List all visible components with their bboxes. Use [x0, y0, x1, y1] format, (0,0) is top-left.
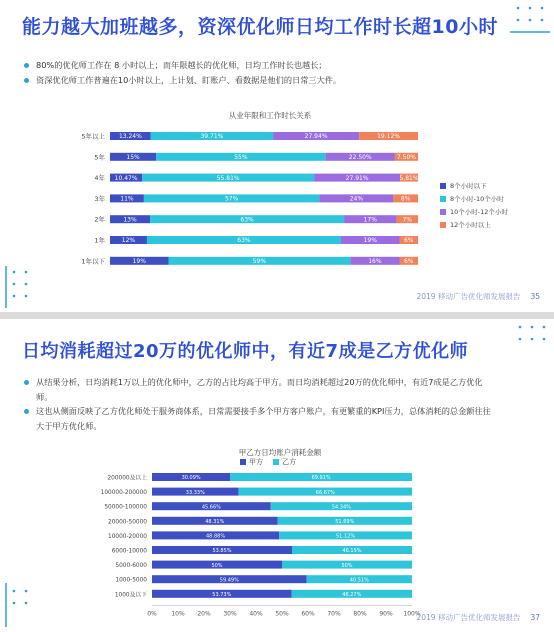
data-label: 5.81% [399, 174, 419, 182]
data-label: 69.91% [311, 475, 331, 482]
legend-item: 12个小时以上 [440, 219, 508, 232]
data-label: 39.71% [200, 133, 224, 141]
corner-decoration-icon [500, 0, 554, 40]
data-label: 57% [224, 195, 239, 203]
category-label: 6000-10000 [111, 548, 147, 555]
data-label: 59% [252, 258, 267, 265]
data-label: 22.50% [348, 154, 372, 161]
page-number: 37 [530, 613, 540, 622]
category-label: 3年 [94, 194, 105, 203]
category-label: 5000-6000 [115, 563, 147, 570]
data-label: 51.69% [335, 519, 355, 525]
data-label: 33.33% [185, 489, 205, 496]
data-label: 59.49% [219, 577, 239, 584]
slide-title: 日均消耗超过20万的优化师中，有近7成是乙方优化师 [22, 341, 469, 362]
category-label: 20000-50000 [108, 519, 147, 526]
data-label: 7.50% [396, 154, 416, 161]
data-label: 13.24% [118, 133, 142, 141]
category-label: 200000及以上 [107, 475, 147, 482]
data-label: 53.85% [212, 548, 232, 555]
data-label: 27.94% [304, 133, 328, 141]
x-tick-label: 100% [403, 610, 421, 618]
data-label: 6% [403, 258, 414, 265]
x-tick-label: 20% [197, 610, 211, 618]
data-label: 13% [123, 216, 137, 224]
stacked-bar-chart-years [0, 0, 554, 312]
category-label: 1年 [94, 236, 105, 245]
bullet-item: 资深优化师工作普遍在10小时以上，上计划、盯账户、看数据是他们的日常三大件。 [22, 73, 522, 88]
data-label: 54.34% [331, 504, 351, 511]
data-label: 53.73% [212, 592, 232, 598]
legend-item: 甲方 [249, 458, 263, 466]
data-label: 24% [349, 195, 364, 203]
category-label: 1年以下 [81, 257, 105, 266]
x-tick-label: 50% [275, 610, 289, 618]
legend-item: 10个小时-12个小时 [440, 206, 508, 219]
data-label: 48.88% [206, 533, 226, 540]
stacked-bar-chart-spend [0, 319, 554, 632]
corner-decoration-icon [0, 581, 50, 631]
category-label: 5年以上 [81, 132, 105, 141]
category-label: 100000-200000 [100, 490, 147, 497]
x-tick-label: 90% [379, 610, 393, 618]
page-number: 35 [530, 292, 540, 301]
data-label: 15% [126, 154, 140, 161]
slide-title: 能力越大加班越多，资深优化师日均工作时长超10小时 [22, 16, 498, 38]
data-label: 11% [120, 195, 134, 203]
data-label: 10.47% [114, 174, 138, 182]
data-label: 46.15% [342, 548, 362, 555]
data-label: 46.27% [342, 592, 362, 598]
category-label: 10000-20000 [108, 533, 147, 540]
data-label: 48.31% [205, 519, 225, 525]
data-label: 30.09% [181, 475, 201, 482]
data-label: 50% [211, 562, 223, 569]
slide-37 [0, 319, 554, 632]
corner-decoration-icon [0, 262, 50, 312]
bullet-item: 从结果分析，日均消耗1万以上的优化师中，乙方的占比均高于甲方。而日均消耗超过20万的优化师中，有近7成是乙方优化师。 [22, 375, 492, 404]
x-tick-label: 80% [353, 610, 367, 618]
page-footer: 2019 移动广告优化师发展报告 35 [416, 292, 540, 301]
x-tick-label: 10% [171, 610, 185, 618]
corner-decoration-icon [504, 319, 554, 355]
data-label: 50% [341, 562, 353, 569]
data-label: 19.12% [377, 133, 401, 141]
data-label: 19% [363, 237, 377, 245]
data-label: 55% [234, 154, 248, 161]
data-label: 12% [121, 237, 136, 245]
data-label: 45.66% [201, 504, 221, 511]
data-label: 66.67% [315, 489, 335, 496]
data-label: 27.91% [345, 174, 369, 182]
chart-legend [440, 180, 508, 232]
data-label: 8% [400, 195, 411, 203]
data-label: 63% [240, 216, 254, 224]
category-label: 1000-5000 [115, 577, 147, 584]
data-label: 16% [368, 258, 382, 265]
category-label: 1000及以下 [114, 592, 147, 599]
data-label: 17% [363, 216, 377, 224]
category-label: 4年 [94, 174, 105, 183]
data-label: 6% [403, 237, 414, 245]
chart-title: 甲乙方日均账户消耗金额 [238, 448, 322, 457]
legend-item: 8个小时以下 [440, 180, 508, 193]
legend-item: 乙方 [282, 458, 297, 466]
bullet-item: 这也从侧面反映了乙方优化师处于服务商体系，日常需要接手多个甲方客户账户，有更繁重的KPI压力，总体消耗的总金额往往大于甲方优化师。 [22, 404, 492, 433]
slide-35 [0, 0, 554, 312]
data-label: 7% [402, 216, 412, 224]
data-label: 55.81% [216, 174, 240, 182]
category-label: 2年 [94, 215, 105, 224]
data-label: 51.12% [336, 533, 356, 540]
chart-title: 从业年限和工作时长关系 [228, 111, 312, 120]
page-footer: 2019 移动广告优化师发展报告 37 [416, 613, 540, 622]
bullet-item: 80%的优化师工作在 8 小时以上；而年限越长的优化师，日均工作时长也越长； [22, 58, 522, 73]
category-label: 5年 [94, 153, 105, 162]
legend-item: 8个小时-10个小时 [440, 193, 508, 206]
x-tick-label: 70% [327, 610, 341, 618]
data-label: 19% [132, 258, 146, 265]
x-tick-label: 30% [223, 610, 237, 618]
x-tick-label: 0% [147, 610, 157, 618]
data-label: 40.51% [349, 577, 369, 584]
x-tick-label: 60% [301, 610, 315, 618]
data-label: 63% [237, 237, 251, 245]
category-label: 50000-100000 [104, 504, 147, 511]
x-tick-label: 40% [249, 610, 263, 618]
